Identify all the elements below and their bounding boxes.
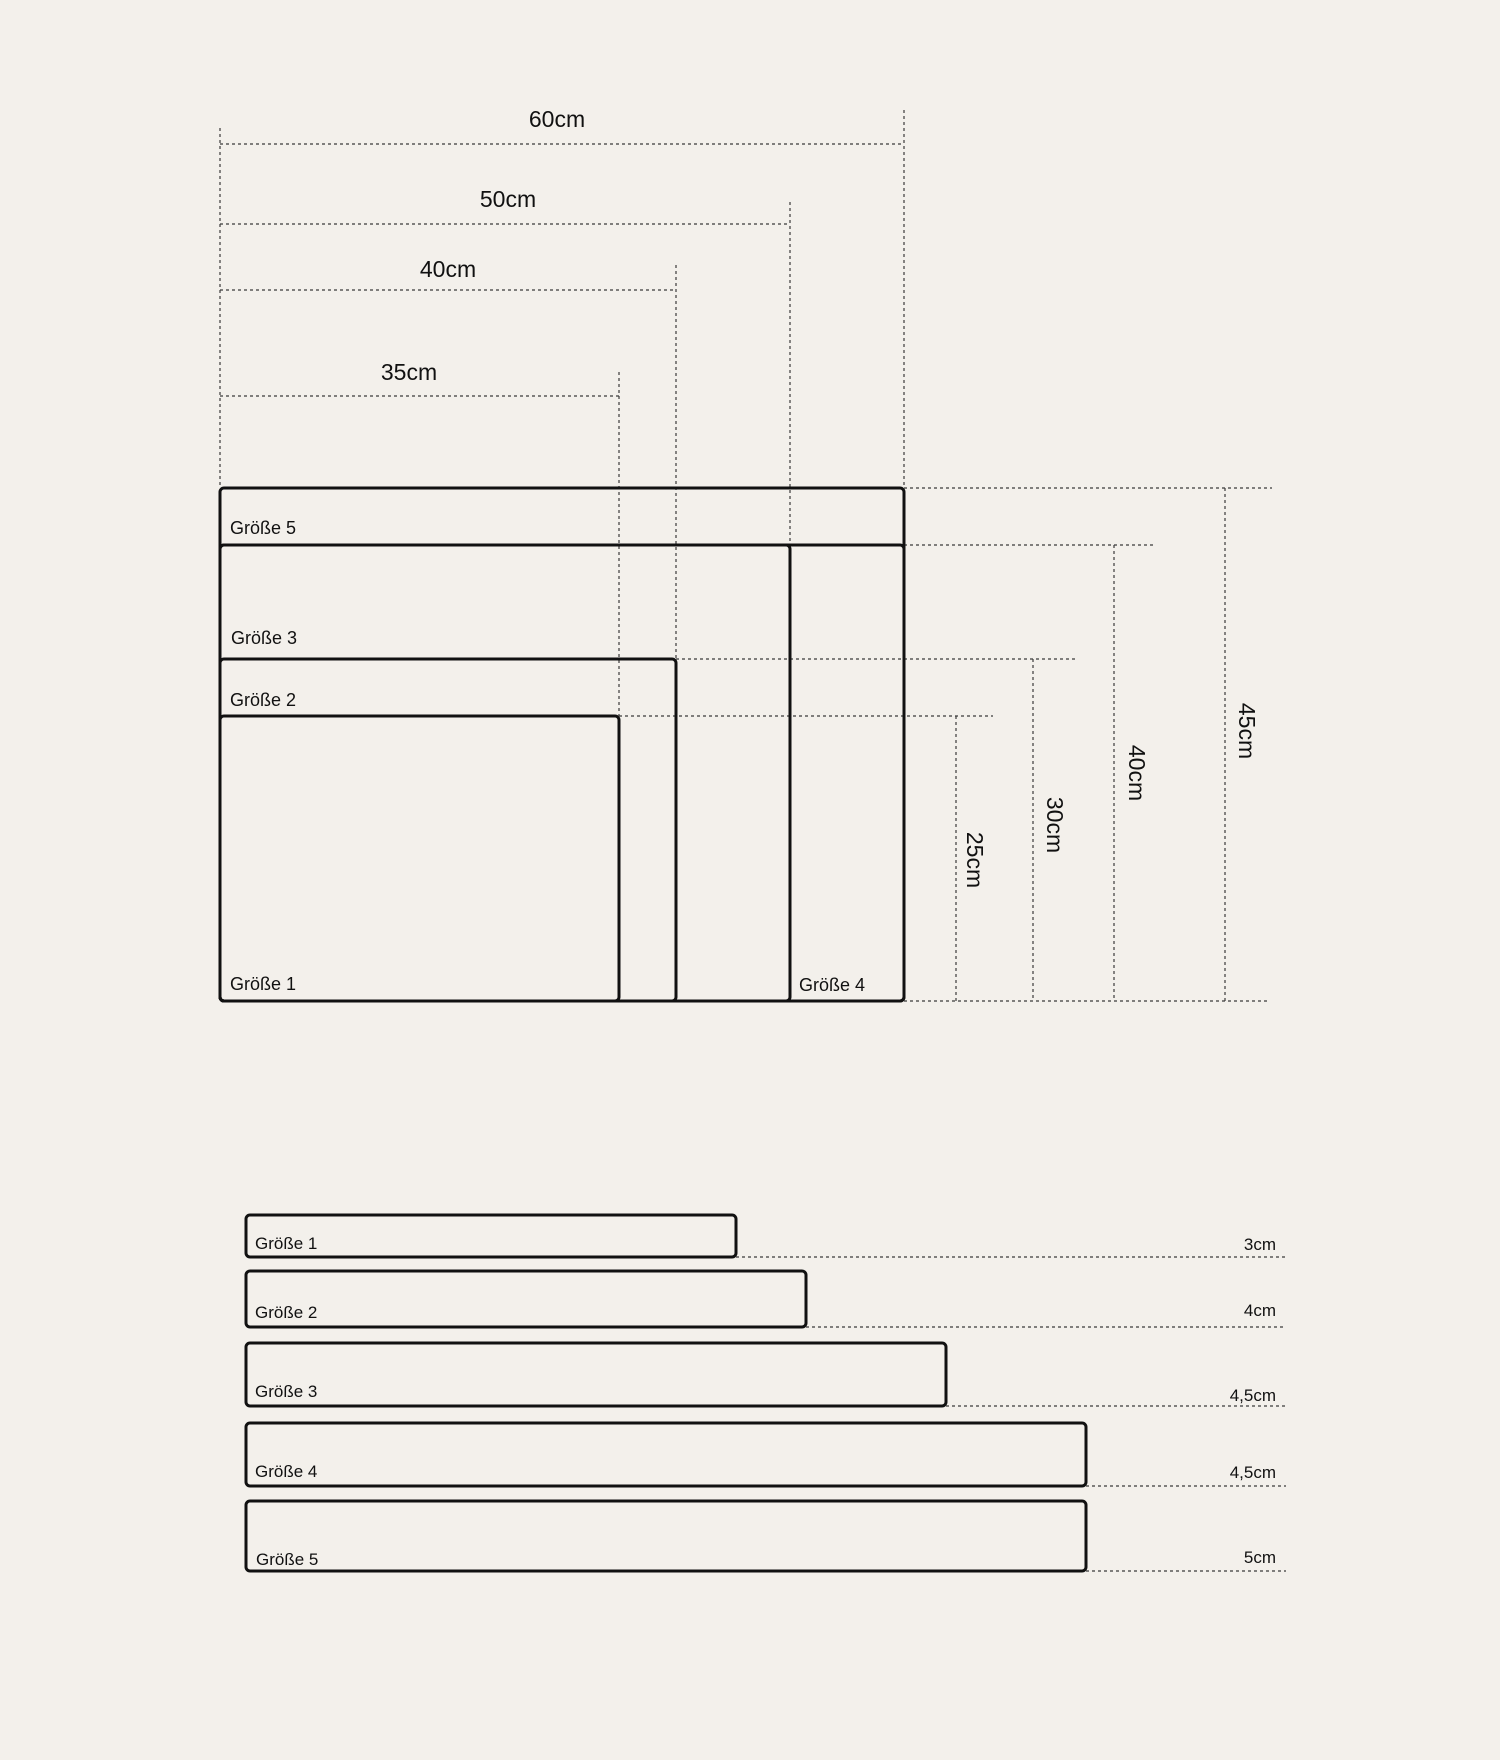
width-label-40: 40cm bbox=[419, 256, 477, 282]
size-label-3: Größe 3 bbox=[231, 628, 298, 648]
width-label-50: 50cm bbox=[479, 186, 537, 212]
side-height-2: 4cm bbox=[1243, 1301, 1276, 1320]
width-label-60: 60cm bbox=[528, 106, 586, 132]
side-label-4: Größe 4 bbox=[255, 1462, 318, 1481]
side-view bbox=[246, 1215, 1286, 1571]
side-height-4: 4,5cm bbox=[1229, 1463, 1276, 1482]
box-groesse-4 bbox=[220, 545, 904, 1001]
side-height-1: 3cm bbox=[1243, 1235, 1276, 1254]
side-row-5 bbox=[246, 1501, 1286, 1571]
top-dimension-lines bbox=[220, 110, 1272, 1001]
side-row-2 bbox=[246, 1271, 1286, 1327]
side-label-3: Größe 3 bbox=[255, 1382, 318, 1401]
side-label-2: Größe 2 bbox=[255, 1303, 318, 1322]
size-label-5: Größe 5 bbox=[230, 518, 297, 538]
height-label-45: 45cm bbox=[1234, 702, 1260, 760]
box-groesse-3 bbox=[220, 545, 790, 1001]
side-height-3: 4,5cm bbox=[1229, 1386, 1276, 1405]
side-bar-groesse-5 bbox=[246, 1501, 1086, 1571]
size-label-1: Größe 1 bbox=[230, 974, 297, 994]
width-label-35: 35cm bbox=[380, 359, 438, 385]
box-groesse-2 bbox=[220, 659, 676, 1001]
box-groesse-1 bbox=[220, 716, 619, 1001]
size-label-4: Größe 4 bbox=[799, 975, 866, 995]
side-label-5: Größe 5 bbox=[256, 1550, 319, 1569]
side-bar-groesse-3 bbox=[246, 1343, 946, 1406]
box-groesse-5 bbox=[220, 488, 904, 1001]
side-row-4 bbox=[246, 1423, 1286, 1486]
height-label-40: 40cm bbox=[1124, 744, 1150, 802]
side-bar-groesse-2 bbox=[246, 1271, 806, 1327]
side-bar-groesse-4 bbox=[246, 1423, 1086, 1486]
side-height-5: 5cm bbox=[1243, 1548, 1276, 1567]
height-label-30: 30cm bbox=[1042, 796, 1068, 854]
side-row-1 bbox=[246, 1215, 1286, 1257]
side-bar-groesse-1 bbox=[246, 1215, 736, 1257]
side-label-1: Größe 1 bbox=[255, 1234, 318, 1253]
size-label-2: Größe 2 bbox=[230, 690, 297, 710]
side-row-3 bbox=[246, 1343, 1286, 1406]
height-label-25: 25cm bbox=[962, 831, 988, 889]
